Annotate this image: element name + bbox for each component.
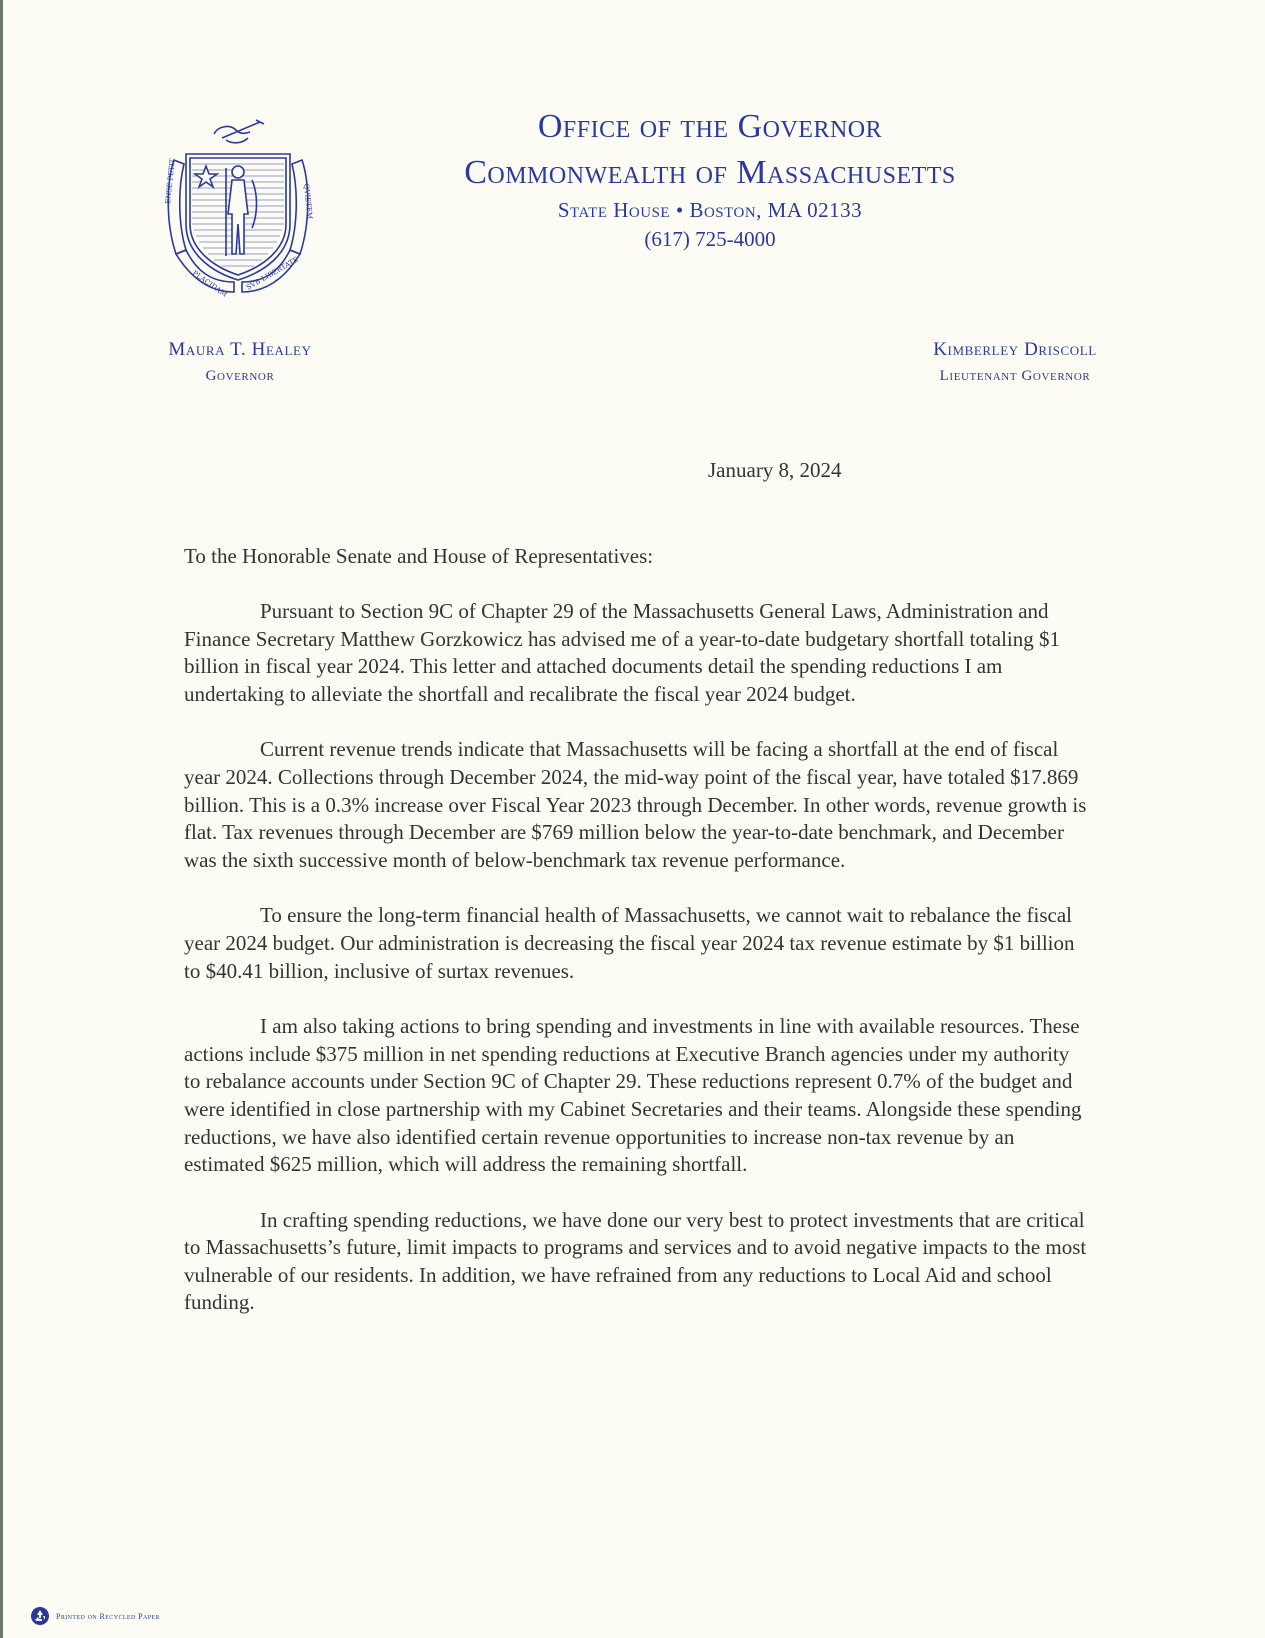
letterhead-address: State House • Boston, MA 02133 — [557, 198, 863, 222]
letter-body — [184, 598, 1089, 1345]
office-title: Office of the Governor — [537, 108, 883, 145]
footer — [30, 1606, 160, 1626]
commonwealth-title: Commonwealth of Massachusetts — [464, 154, 956, 191]
lieutenant-governor-block — [900, 336, 1130, 388]
recycle-icon — [30, 1606, 50, 1626]
body-paragraph: In crafting spending reductions, we have done our very best to protect investments that are critical to Massachusetts’s future, limit impacts to programs and services and to avoid negative impacts to the most vulnerable of our residents. In addition, we have refrained from any reductions to Local Aid and school funding. — [184, 1207, 1087, 1315]
seal-motto-bottom: PLACIDAM — [190, 269, 229, 299]
seal-motto-left: ENSE PETIT — [164, 158, 177, 205]
governor-block — [140, 336, 340, 388]
salutation: To the Honorable Senate and House of Representatives: — [184, 544, 654, 568]
body-paragraph: I am also taking actions to bring spending and investments in line with available resources. These actions include $375 million in net spending reductions at Executive Branch agencies under my authority to rebalance accounts under Section 9C of Chapter 29. These reductions represent 0.7% of the budget and were identified in close partnership with my Cabinet Secretaries and their teams. Alongside these spending reductions, we have also identified certain revenue opportunities to increase non-tax revenue by an estimated $625 million, which will address the remaining shortfall. — [184, 1014, 1082, 1177]
letter-date: January 8, 2024 — [708, 458, 842, 482]
recycled-paper-note: Printed on Recycled Paper — [56, 1611, 160, 1621]
body-paragraph: To ensure the long-term financial health of Massachusetts, we cannot wait to rebalance the fiscal year 2024 budget. Our administration is decreasing the fiscal year 2024 tax revenue estimate by $1 billion to $40.41 billion, inclusive of surtax revenues. — [184, 903, 1075, 983]
seal-motto-right: QVIETEM — [302, 183, 314, 220]
letterhead — [380, 104, 1040, 254]
body-paragraph: Current revenue trends indicate that Massachusetts will be facing a shortfall at the end of fiscal year 2024. Collections through December 2024, the mid-way point of the fiscal year, have totaled $17.869 billion. This is a 0.3% increase over Fiscal Year 2023 through December. In other words, revenue growth is flat. Tax revenues through December are $769 million below the year-to-date benchmark, and December was the sixth successive month of below-benchmark tax revenue performance. — [184, 737, 1087, 872]
governor-name: Maura T. Healey — [168, 339, 312, 360]
body-paragraph: Pursuant to Section 9C of Chapter 29 of the Massachusetts General Laws, Administration and Finance Secretary Matthew Gorzkowicz has advised me of a year-to-date budgetary shortfall totaling $1 billion in fiscal year 2024. This letter and attached documents detail the spending reductions I am undertaking to alleviate the shortfall and recalibrate the fiscal year 2024 budget. — [184, 599, 1061, 706]
governor-title: Governor — [205, 368, 275, 384]
seal-motto-bottom2: SVB LIBERTATE — [245, 255, 300, 292]
letterhead-phone: (617) 725-4000 — [644, 227, 776, 251]
massachusetts-seal-icon — [152, 104, 324, 304]
lieutenant-governor-title: Lieutenant Governor — [939, 368, 1091, 384]
lieutenant-governor-name: Kimberley Driscoll — [933, 339, 1097, 360]
page-edge — [0, 0, 3, 1638]
